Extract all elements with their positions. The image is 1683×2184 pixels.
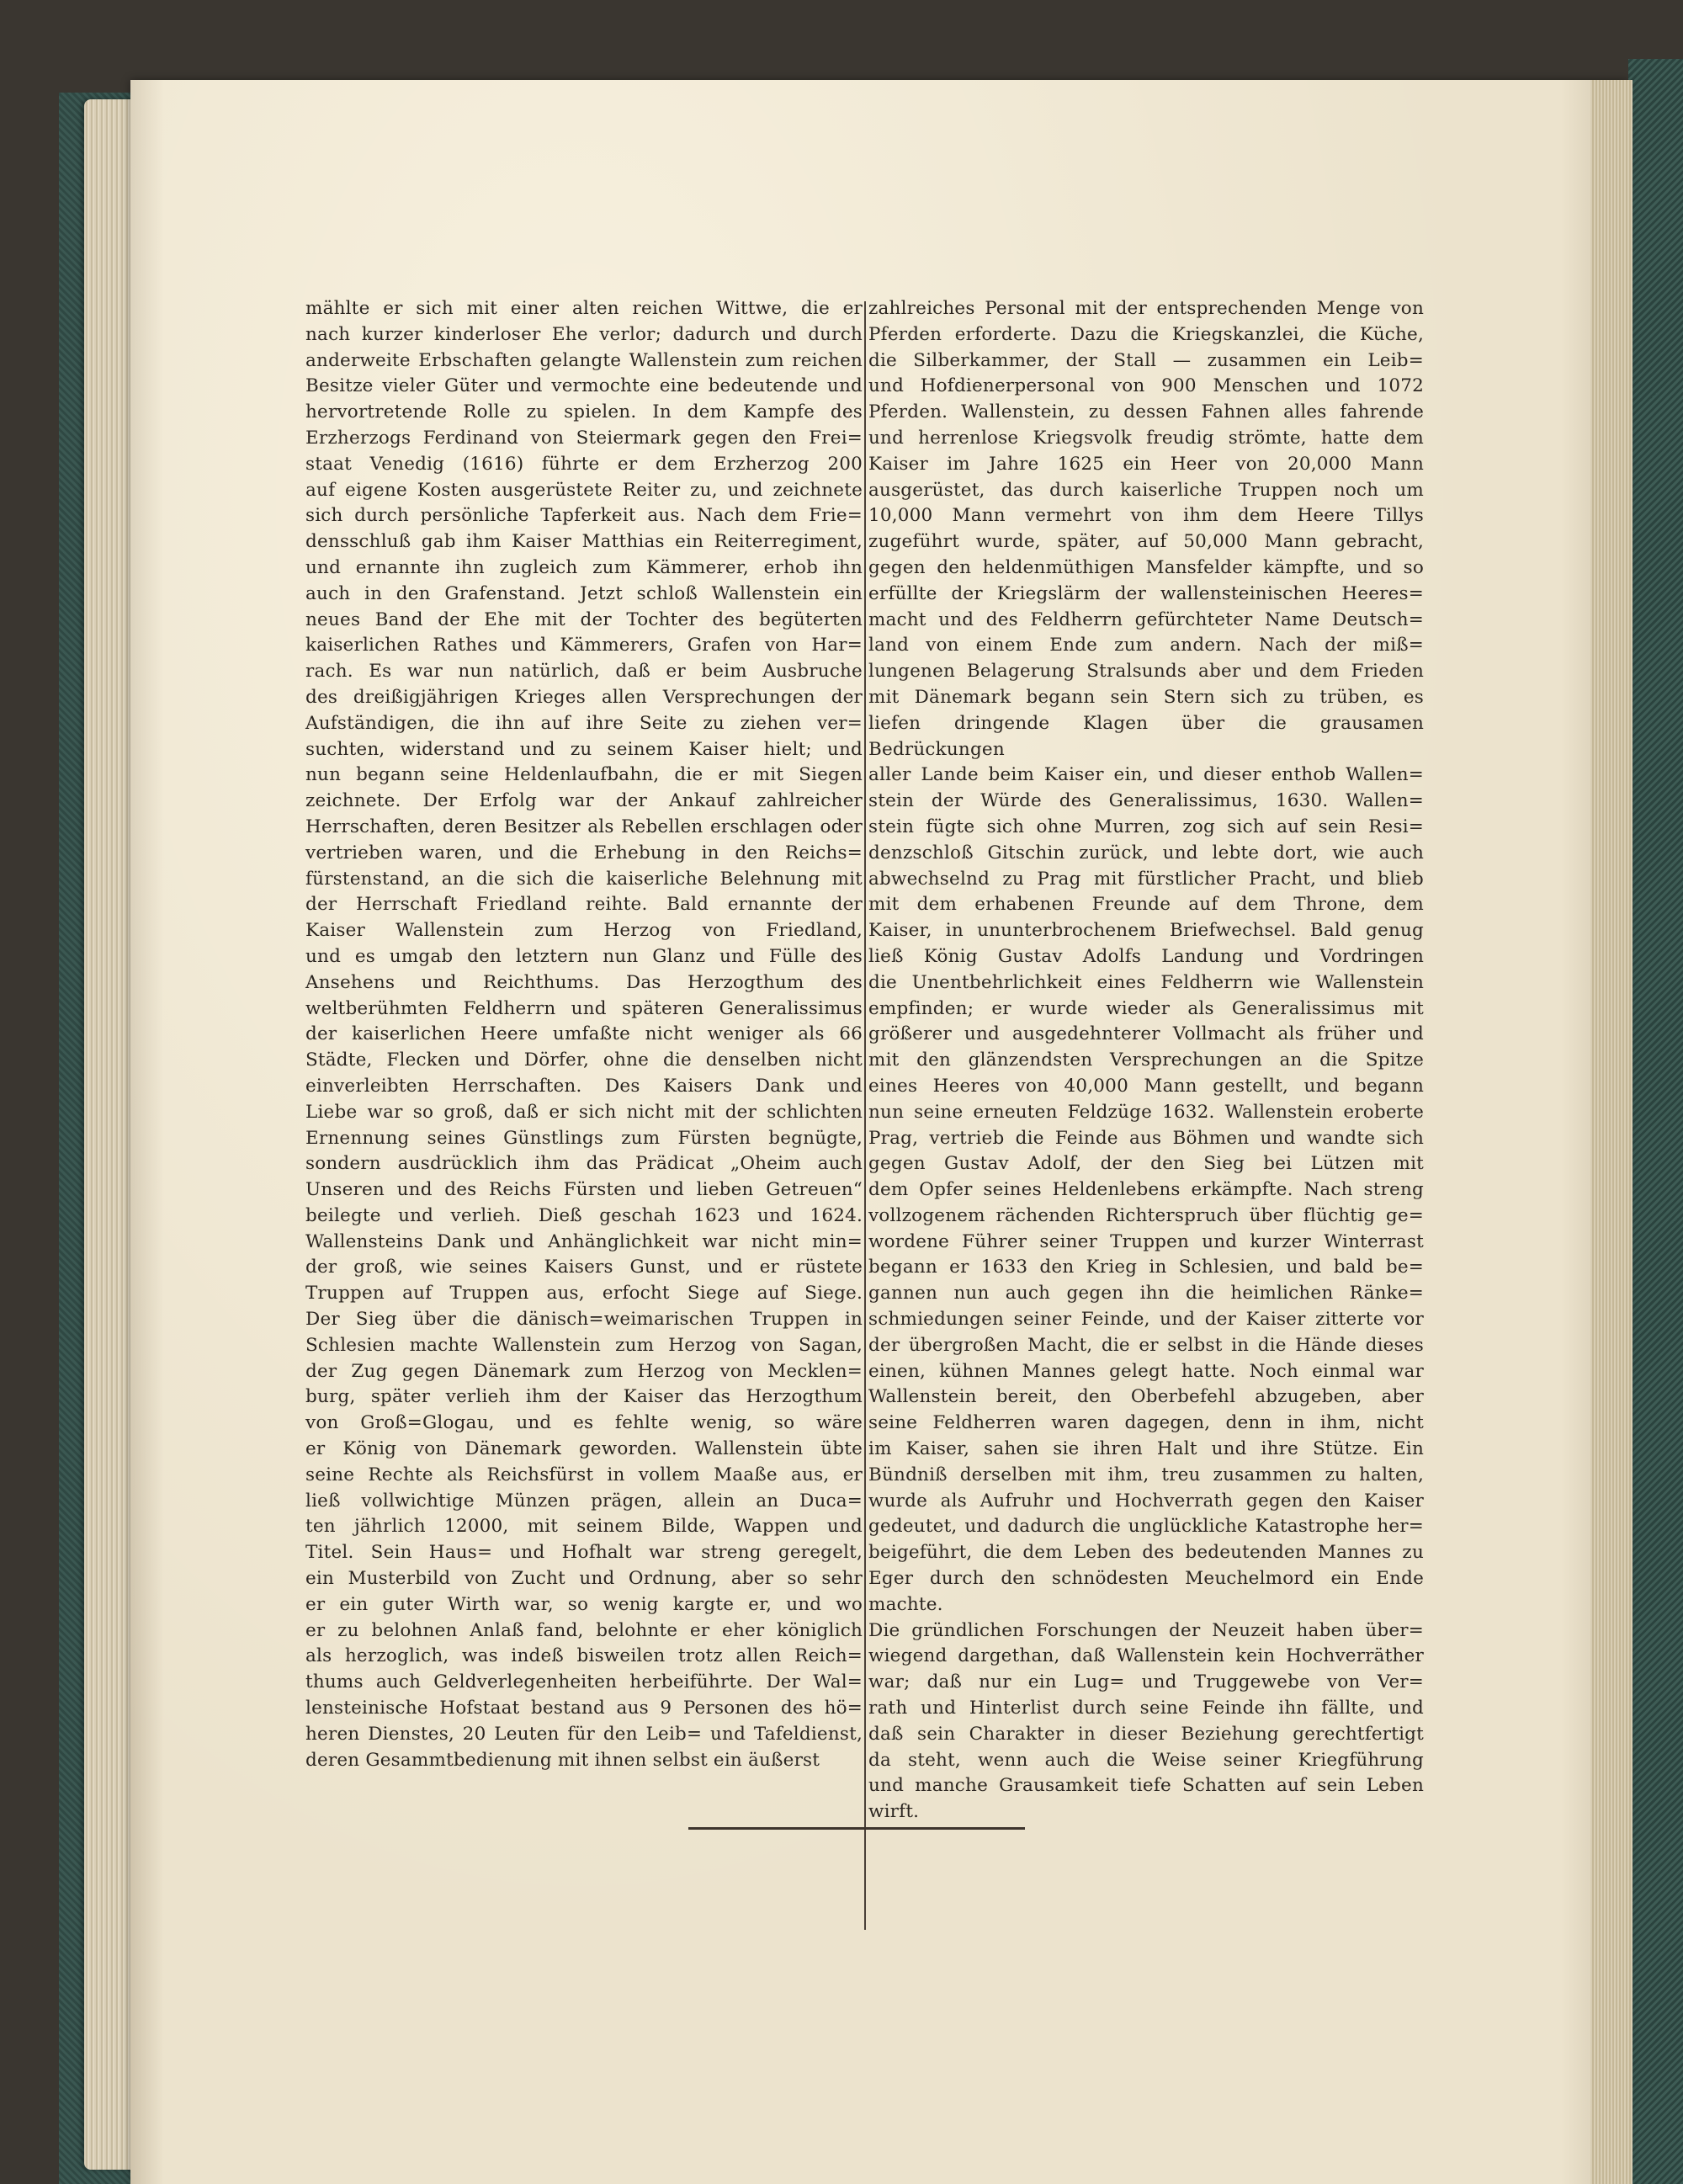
text-line: gegen Gustav Adolf, der den Sieg bei Lützen mit [868, 1153, 1424, 1175]
text-line: Der Sieg über die dänisch=weimarischen Truppen in [305, 1309, 863, 1331]
text-line: ausgerüstet, das durch kaiserliche Truppen noch um [868, 479, 1424, 501]
text-line: eines Heeres von 40,000 Mann gestellt, und begann [868, 1075, 1424, 1097]
text-line: densschluß gab ihm Kaiser Matthias ein Reiterregiment, [305, 531, 863, 553]
text-line: suchten, widerstand und zu seinem Kaiser hielt; und [305, 738, 863, 760]
text-line: er zu belohnen Anlaß fand, belohnte er eher königlich [305, 1619, 863, 1641]
text-line: einen, kühnen Mannes gelegt hatte. Noch einmal war [868, 1360, 1424, 1382]
text-line: der groß, wie seines Kaisers Gunst, und er rüstete [305, 1257, 863, 1278]
text-line: Liebe war so groß, daß er sich nicht mit der schlichten [305, 1101, 863, 1123]
text-line: und es umgab den letztern nun Glanz und Fülle des [305, 945, 863, 967]
text-line: burg, später verlieh ihm der Kaiser das Herzogthum [305, 1386, 863, 1408]
text-line: gegen den heldenmüthigen Mansfelder kämpfte, und so [868, 556, 1424, 578]
text-line: und ernannte ihn zugleich zum Kämmerer, erhob ihn [305, 556, 863, 578]
text-line: Eger durch den schnödesten Meuchelmord ein Ende machte. [868, 1568, 1424, 1615]
text-line: kaiserlichen Rathes und Kämmerers, Grafen von Har= [305, 635, 863, 656]
text-line: wirft. [868, 1801, 920, 1823]
text-line: da steht, wenn auch die Weise seiner Kriegführung [868, 1749, 1424, 1771]
text-line: die Silberkammer, der Stall — zusammen ein Leib= [868, 349, 1424, 371]
text-line: gannen nun auch gegen ihn die heimlichen Ränke= [868, 1283, 1424, 1305]
text-line: lensteinische Hofstaat bestand aus 9 Personen des hö= [305, 1698, 863, 1719]
text-line: sich durch persönliche Tapferkeit aus. Nach dem Frie= [305, 505, 863, 527]
text-line: Wallensteins Dank und Anhänglichkeit war nicht min= [305, 1230, 863, 1252]
text-line: Ansehens und Reichthums. Das Herzogthum des [305, 971, 863, 993]
right-page-edge [1590, 80, 1633, 2184]
text-line: war; daß nur ein Lug= und Truggewebe von Ver= [868, 1671, 1424, 1693]
text-line: Kaiser im Jahre 1625 ein Heer von 20,000 Mann [868, 453, 1424, 475]
text-line: staat Venedig (1616) führte er dem Erzherzog 200 [305, 453, 863, 475]
text-line: sondern ausdrücklich ihm das Prädicat „Oheim auch [305, 1153, 863, 1175]
book-cover-edge [1628, 59, 1683, 2184]
text-line: der Herrschaft Friedland reihte. Bald ernannte der [305, 894, 863, 916]
text-line: mählte er sich mit einer alten reichen Wittwe, die er [305, 298, 863, 319]
text-line: als herzoglich, was indeß bisweilen trotz allen Reich= [305, 1645, 863, 1667]
text-line: Schlesien machte Wallenstein zum Herzog von Sagan, [305, 1334, 863, 1356]
text-line: beilegte und verlieh. Dieß geschah 1623 und 1624. [305, 1204, 863, 1226]
text-line: nach kurzer kinderloser Ehe verlor; dadurch und durch [305, 323, 863, 345]
text-line: er ein guter Wirth war, so wenig kargte er, und wo [305, 1593, 863, 1615]
text-line: stein fügte sich ohne Murren, zog sich auf sein Resi= [868, 816, 1424, 837]
text-line: schmiedungen seiner Feinde, und der Kaiser zitterte vor [868, 1309, 1424, 1331]
text-line: anderweite Erbschaften gelangte Wallenstein zum reichen [305, 349, 863, 371]
text-line: nun seine erneuten Feldzüge 1632. Wallenstein eroberte [868, 1101, 1424, 1123]
text-line: stein der Würde des Generalissimus, 1630. Wallen= [868, 790, 1424, 812]
text-line: rath und Hinterlist durch seine Feinde ihn fällte, und [868, 1698, 1424, 1719]
text-line: Die gründlichen Forschungen der Neuzeit haben über= [868, 1619, 1424, 1641]
text-line: Unseren und des Reichs Fürsten und lieben Getreuen“ [305, 1179, 863, 1201]
text-line: Städte, Flecken und Dörfer, ohne die denselben nicht [305, 1049, 863, 1071]
text-line: Besitze vieler Güter und vermochte eine bedeutende und [305, 375, 863, 397]
text-line: und manche Grausamkeit tiefe Schatten auf sein Leben [868, 1775, 1424, 1797]
text-line: denzschloß Gitschin zurück, und lebte dort, wie auch [868, 842, 1424, 864]
text-line: der Zug gegen Dänemark zum Herzog von Mecklen= [305, 1360, 863, 1382]
text-line: aller Lande beim Kaiser ein, und dieser enthob Wallen= [868, 764, 1424, 786]
text-line: rach. Es war nun natürlich, daß er beim Ausbruche [305, 661, 863, 683]
text-line: ein Musterbild von Zucht und Ordnung, aber so sehr [305, 1568, 863, 1590]
text-line: Herrschaften, deren Besitzer als Rebellen erschlagen oder [305, 816, 863, 837]
text-line: größerer und ausgedehnterer Vollmacht als früher und [868, 1023, 1424, 1045]
text-line: Bündniß derselben mit ihm, treu zusammen zu halten, [868, 1464, 1424, 1485]
text-line: Aufständigen, die ihn auf ihre Seite zu ziehen ver= [305, 712, 863, 734]
text-line: und herrenlose Kriegsvolk freudig strömte, hatte dem [868, 427, 1424, 449]
text-line: zeichnete. Der Erfolg war der Ankauf zahlreicher [305, 790, 863, 812]
text-line: zugeführt wurde, später, auf 50,000 Mann gebracht, [868, 531, 1424, 553]
text-line: Truppen auf Truppen aus, erfocht Siege auf Siege. [305, 1283, 863, 1305]
text-line: lungenen Belagerung Stralsunds aber und dem Frieden [868, 661, 1424, 683]
text-line: seine Rechte als Reichsfürst in vollem Maaße aus, er [305, 1464, 863, 1485]
text-line: wiegend dargethan, daß Wallenstein kein Hochverräther [868, 1645, 1424, 1667]
column-divider [864, 301, 866, 1930]
text-line: wurde als Aufruhr und Hochverrath gegen den Kaiser [868, 1490, 1424, 1512]
text-line: Ernennung seines Günstlings zum Fürsten begnügte, [305, 1127, 863, 1149]
text-line: er König von Dänemark geworden. Wallenstein übte [305, 1438, 863, 1460]
text-line: wordene Führer seiner Truppen und kurzer Winterrast [868, 1230, 1424, 1252]
text-line: vertrieben waren, und die Erhebung in den Reichs= [305, 842, 863, 864]
text-line: ten jährlich 12000, mit seinem Bilde, Wappen und [305, 1516, 863, 1538]
section-end-rule [688, 1827, 1025, 1830]
text-line: ließ vollwichtige Münzen prägen, allein an Duca= [305, 1490, 863, 1512]
text-line: liefen dringende Klagen über die grausamen Bedrückungen [868, 712, 1424, 760]
left-text-column [305, 296, 863, 1921]
text-line: abwechselnd zu Prag mit fürstlicher Pracht, und blieb [868, 868, 1424, 890]
text-line: 10,000 Mann vermehrt von ihm dem Heere Tillys [868, 505, 1424, 527]
text-line: mit den glänzendsten Versprechungen an die Spitze [868, 1049, 1424, 1071]
text-line: empfinden; er wurde wieder als Generalissimus mit [868, 997, 1424, 1019]
text-line: mit Dänemark begann sein Stern sich zu trüben, es [868, 686, 1424, 708]
text-line: Kaiser, in ununterbrochenem Briefwechsel. Bald genug [868, 920, 1424, 942]
text-line: Erzherzogs Ferdinand von Steiermark gegen den Frei= [305, 427, 863, 449]
text-line: macht und des Feldherrn gefürchteter Name Deutsch= [868, 608, 1424, 630]
text-line: weltberühmten Feldherrn und späteren Generalissimus [305, 997, 863, 1019]
text-line: der übergroßen Macht, die er selbst in die Hände dieses [868, 1334, 1424, 1356]
text-line: fürstenstand, an die sich die kaiserliche Belehnung mit [305, 868, 863, 890]
text-line: und Hofdienerpersonal von 900 Menschen und 1072 [868, 375, 1424, 397]
text-line: seine Feldherren waren dagegen, denn in ihm, nicht [868, 1412, 1424, 1434]
text-line: Titel. Sein Haus= und Hofhalt war streng geregelt, [305, 1542, 863, 1564]
text-line: Wallenstein bereit, den Oberbefehl abzugeben, aber [868, 1386, 1424, 1408]
text-line: die Unentbehrlichkeit eines Feldherrn wie Wallenstein [868, 971, 1424, 993]
text-line: mit dem erhabenen Freunde auf dem Throne, dem [868, 894, 1424, 916]
text-line: deren Gesammtbedienung mit ihnen selbst ein äußerst [305, 1749, 820, 1771]
text-line: thums auch Geldverlegenheiten herbeiführte. Der Wal= [305, 1671, 863, 1693]
text-line: Pferden erforderte. Dazu die Kriegskanzlei, die Küche, [868, 323, 1424, 345]
text-line: heren Dienstes, 20 Leuten für den Leib= und Tafeldienst, [305, 1723, 863, 1745]
text-line: ließ König Gustav Adolfs Landung und Vordringen [868, 945, 1424, 967]
text-line: auch in den Grafenstand. Jetzt schloß Wallenstein ein [305, 582, 863, 604]
text-line: im Kaiser, sahen sie ihren Halt und ihre Stütze. Ein [868, 1438, 1424, 1460]
text-line: Pferden. Wallenstein, zu dessen Fahnen alles fahrende [868, 401, 1424, 423]
text-line: begann er 1633 den Krieg in Schlesien, und bald be= [868, 1257, 1424, 1278]
text-line: daß sein Charakter in dieser Beziehung gerechtfertigt [868, 1723, 1424, 1745]
text-line: auf eigene Kosten ausgerüstete Reiter zu, und zeichnete [305, 479, 863, 501]
text-line: gedeutet, und dadurch die unglückliche Katastrophe her= [868, 1516, 1424, 1538]
text-line: beigeführt, die dem Leben des bedeutenden Mannes zu [868, 1542, 1424, 1564]
text-line: des dreißigjährigen Krieges allen Versprechungen der [305, 686, 863, 708]
text-line: von Groß=Glogau, und es fehlte wenig, so wäre [305, 1412, 863, 1434]
text-line: der kaiserlichen Heere umfaßte nicht weniger als 66 [305, 1023, 863, 1045]
text-line: nun begann seine Heldenlaufbahn, die er mit Siegen [305, 764, 863, 786]
text-line: einverleibten Herrschaften. Des Kaisers Dank und [305, 1075, 863, 1097]
text-line: zahlreiches Personal mit der entsprechenden Menge von [868, 298, 1424, 319]
text-line: vollzogenem rächenden Richterspruch über flüchtig ge= [868, 1204, 1424, 1226]
text-line: Prag, vertrieb die Feinde aus Böhmen und wandte sich [868, 1127, 1424, 1149]
text-line: erfüllte der Kriegslärm der wallensteinischen Heeres= [868, 582, 1424, 604]
text-line: dem Opfer seines Heldenlebens erkämpfte. Nach streng [868, 1179, 1424, 1201]
text-line: Kaiser Wallenstein zum Herzog von Friedland, [305, 920, 863, 942]
text-line: neues Band der Ehe mit der Tochter des begüterten [305, 608, 863, 630]
text-line: hervortretende Rolle zu spielen. In dem Kampfe des [305, 401, 863, 423]
right-text-column [868, 296, 1424, 1836]
text-line: land von einem Ende zum andern. Nach der miß= [868, 635, 1424, 656]
